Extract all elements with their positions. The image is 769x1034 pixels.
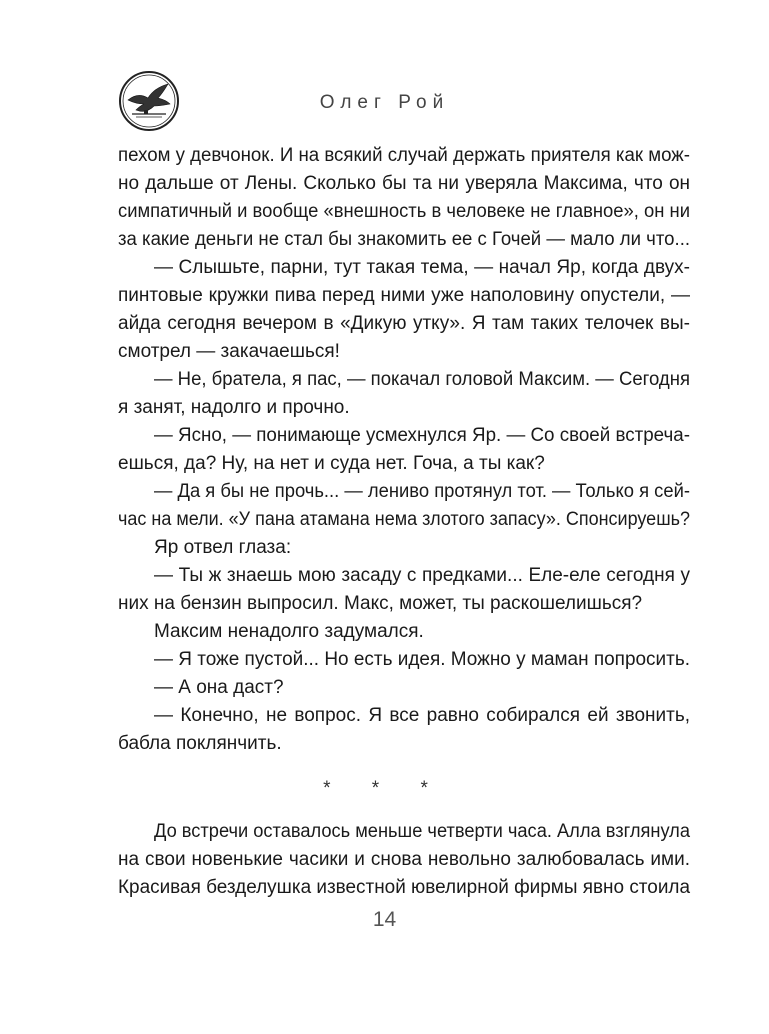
text-line: Максим ненадолго задумался. xyxy=(154,621,424,642)
text-line: Яр отвел глаза: xyxy=(154,537,292,558)
text-line: но дальше от Лены. Сколько бы та ни уверяла Максима, что он xyxy=(118,173,691,194)
text-line: — А она даст? xyxy=(154,677,284,698)
text-line: — Конечно, не вопрос. Я все равно собирался ей звонить, xyxy=(154,705,691,726)
text-line: пинтовые кружки пива перед ними уже наполовину опустели, — xyxy=(118,285,691,306)
text-line: смотрел — закачаешься! xyxy=(118,341,340,362)
text-line: — Ясно, — понимающе усмехнулся Яр. — Со своей встреча- xyxy=(154,425,690,446)
text-line: айда сегодня вечером в «Дикую утку». Я там таких телочек вы- xyxy=(118,313,690,334)
text-line: — Слышьте, парни, тут такая тема, — начал Яр, когда двух- xyxy=(154,257,690,278)
text-line: я занят, надолго и прочно. xyxy=(118,397,350,418)
text-line: Красивая безделушка известной ювелирной фирмы явно стоила xyxy=(118,877,691,898)
text-line: бабла поклянчить. xyxy=(118,733,282,754)
text-line: них на бензин выпросил. Макс, может, ты раскошелишься? xyxy=(118,593,643,614)
text-line: — Да я бы не прочь... — лениво протянул тот. — Только я сей- xyxy=(154,481,691,502)
text-line: на свои новенькие часики и снова невольно залюбовалась ими. xyxy=(118,849,690,870)
text-line: — Не, брателa, я пас, — покачал головой Максим. — Сегодня xyxy=(154,369,690,390)
running-header-author: Олег Рой xyxy=(319,92,450,113)
text-line: ешься, да? Ну, на нет и суда нет. Гоча, а ты как? xyxy=(118,453,545,474)
text-line: До встречи оставалось меньше четверти часа. Алла взглянула xyxy=(154,821,690,842)
text-line: час на мели. «У пана атамана нема злотого запасу». Спонсируешь? xyxy=(118,509,691,530)
page-number: 14 xyxy=(372,908,397,931)
section-separator: * * * xyxy=(323,778,446,799)
text-line: — Ты ж знаешь мою засаду с предками... Еле-еле сегодня у xyxy=(154,565,690,586)
text-line: симпатичный и вообще «внешность в человеке не главное», он ни xyxy=(118,201,691,222)
body-text xyxy=(118,142,690,758)
section-2-text xyxy=(118,818,690,902)
text-line: — Я тоже пустой... Но есть идея. Можно у маман попросить. xyxy=(154,649,690,670)
text-line: пехом у девчонок. И на всякий случай держать приятеля как мож- xyxy=(118,145,690,166)
text-line: за какие деньги не стал бы знакомить ее с Гочей — мало ли что... xyxy=(118,229,691,250)
